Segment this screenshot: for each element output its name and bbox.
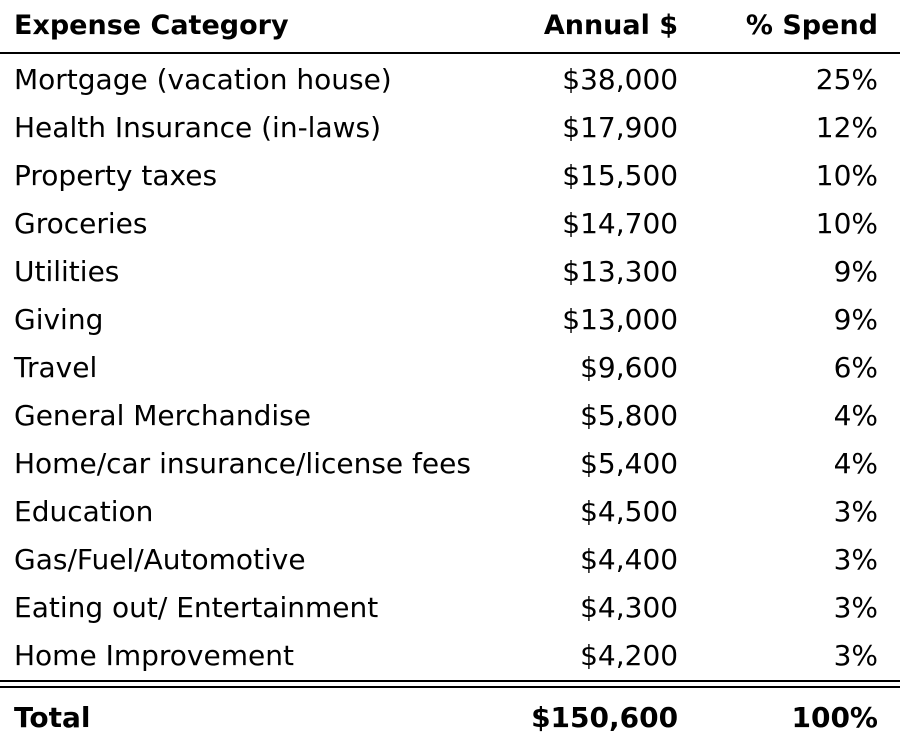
row-annual: $15,500 [562,159,679,192]
row-annual: $4,400 [580,543,679,576]
row-percent: 3% [833,639,878,672]
row-annual: $13,000 [562,303,679,336]
row-percent: 3% [833,495,878,528]
row-category: Groceries [14,207,148,240]
header-annual: Annual $ [516,0,678,53]
row-category: Gas/Fuel/Automotive [14,543,306,576]
total-annual: $150,600 [531,701,679,734]
table-row [0,632,900,681]
row-percent: 9% [833,303,878,336]
row-category: Health Insurance (in-laws) [14,111,382,144]
table-row [0,104,900,152]
row-category: General Merchandise [14,399,311,432]
total-row [0,687,900,748]
row-percent: 4% [833,447,878,480]
row-percent: 25% [815,63,878,96]
row-category: Mortgage (vacation house) [14,63,392,96]
table-row [0,200,900,248]
table-row [0,536,900,584]
table-row [0,248,900,296]
total-label: Total [14,701,91,734]
row-annual: $5,800 [580,399,679,432]
row-annual: $4,200 [580,639,679,672]
row-annual: $9,600 [580,351,679,384]
table-row [0,53,900,104]
table-row [0,344,900,392]
table-row [0,488,900,536]
row-annual: $13,300 [562,255,679,288]
row-percent: 4% [833,399,878,432]
row-percent: 6% [833,351,878,384]
table-row [0,296,900,344]
row-percent: 3% [833,543,878,576]
row-annual: $4,500 [580,495,679,528]
row-annual: $17,900 [562,111,679,144]
row-annual: $38,000 [562,63,679,96]
row-category: Travel [14,351,98,384]
header-category: Expense Category [0,0,516,53]
row-percent: 3% [833,591,878,624]
table-row [0,392,900,440]
row-percent: 10% [815,207,878,240]
table-row [0,152,900,200]
row-annual: $14,700 [562,207,679,240]
table-row [0,440,900,488]
row-category: Education [14,495,154,528]
row-category: Home/car insurance/license fees [14,447,471,480]
header-percent: % Spend [678,0,900,53]
row-category: Giving [14,303,104,336]
row-annual: $5,400 [580,447,679,480]
row-percent: 12% [815,111,878,144]
row-category: Utilities [14,255,120,288]
total-percent: 100% [791,701,878,734]
row-category: Home Improvement [14,639,294,672]
row-percent: 9% [833,255,878,288]
header-row [0,0,900,53]
table-row [0,584,900,632]
row-annual: $4,300 [580,591,679,624]
row-percent: 10% [815,159,878,192]
row-category: Property taxes [14,159,218,192]
row-category: Eating out/ Entertainment [14,591,379,624]
